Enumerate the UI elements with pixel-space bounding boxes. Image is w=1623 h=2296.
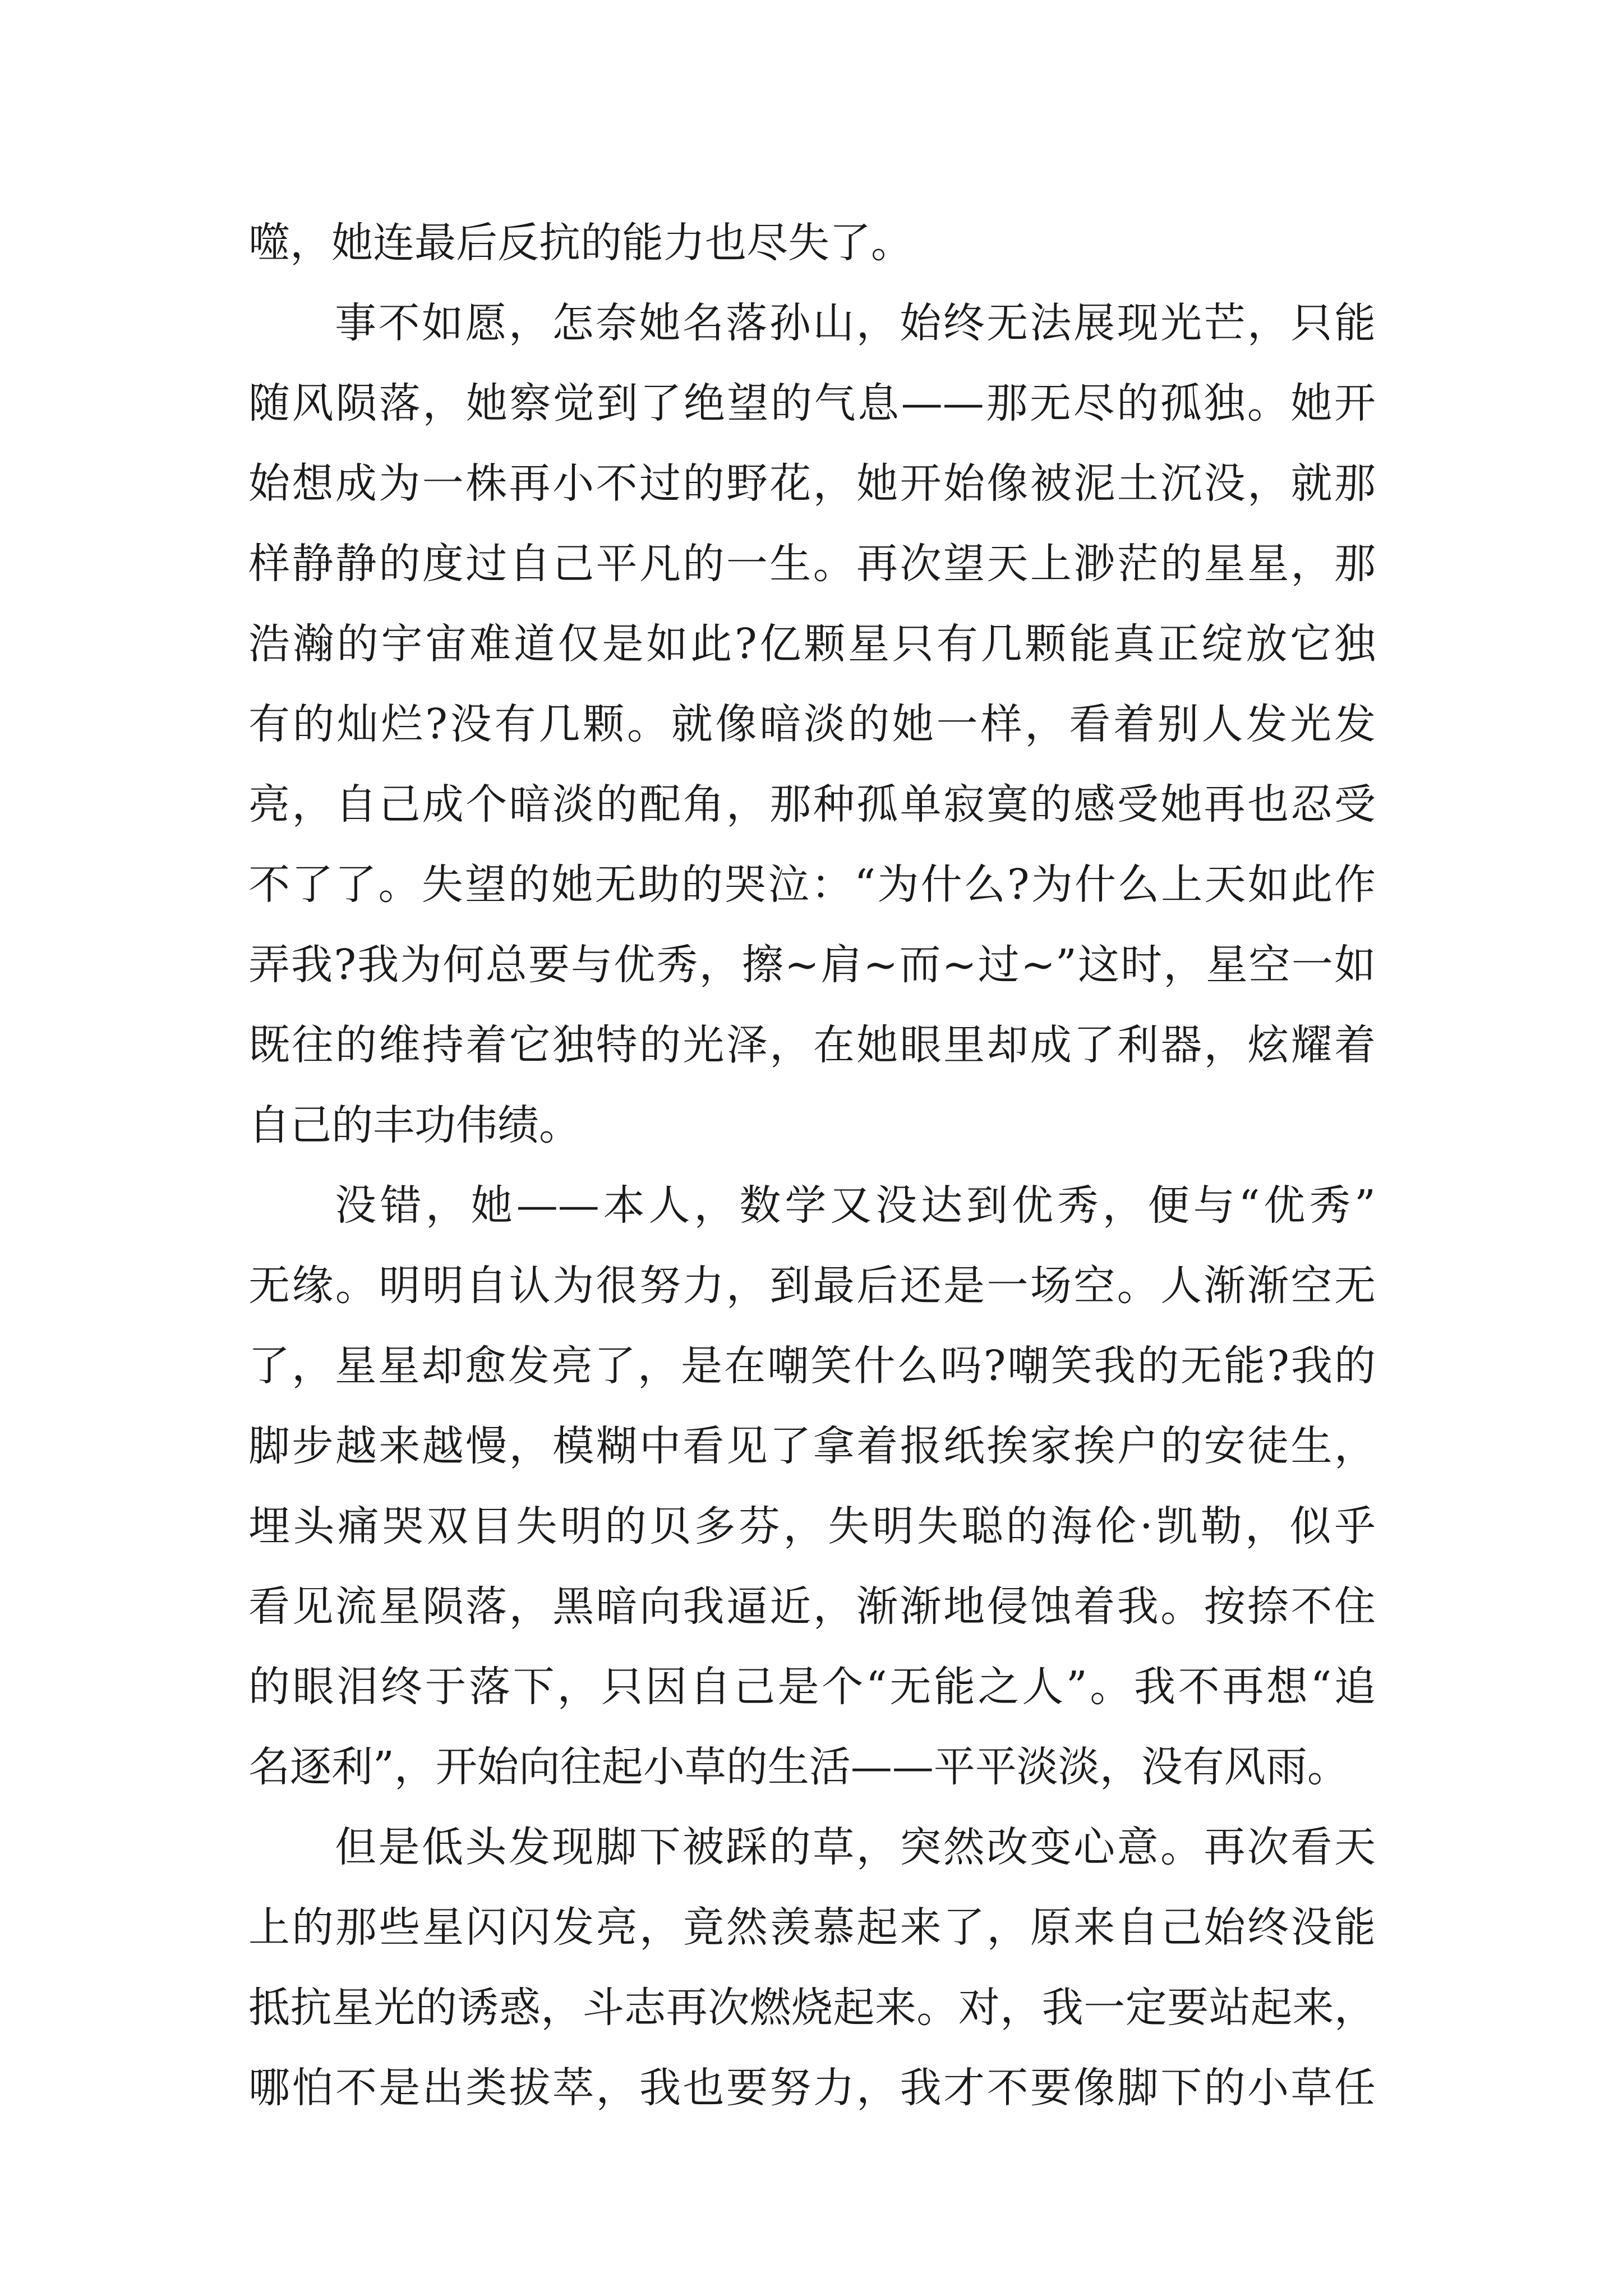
text-line: 没错，她——本人，数学又没达到优秀，便与“优秀” <box>335 1181 1376 1230</box>
text-line: 无缘。明明自认为很努力，到最后还是一场空。人渐渐空无 <box>248 1262 1376 1310</box>
text-line: 埋头痛哭双目失明的贝多芬，失明失聪的海伦·凯勒，似乎 <box>248 1502 1376 1550</box>
text-line: 的眼泪终于落下，只因自己是个“无能之人”。我不再想“追 <box>248 1663 1376 1711</box>
text-line: 亮，自己成个暗淡的配角，那种孤单寂寞的感受她再也忍受 <box>248 780 1376 829</box>
text-line: 浩瀚的宇宙难道仅是如此?亿颗星只有几颗能真正绽放它独 <box>248 620 1376 668</box>
text-line: 有的灿烂?没有几颗。就像暗淡的她一样，看着别人发光发 <box>248 700 1376 748</box>
text-line: 事不如愿，怎奈她名落孙山，始终无法展现光芒，只能 <box>335 299 1376 347</box>
text-line: 既往的维持着它独特的光泽，在她眼里却成了利器，炫耀着 <box>248 1021 1376 1069</box>
text-line: 始想成为一株再小不过的野花，她开始像被泥土沉没，就那 <box>248 459 1376 508</box>
text-line: 不了了。失望的她无助的哭泣：“为什么?为什么上天如此作 <box>248 861 1376 909</box>
text-line: 上的那些星闪闪发亮，竟然羡慕起来了，原来自己始终没能 <box>248 1903 1376 1952</box>
text-line: 看见流星陨落，黑暗向我逼近，渐渐地侵蚀着我。按捺不住 <box>248 1582 1376 1631</box>
text-line: 弄我?我为何总要与优秀，擦~肩~而~过~”这时，星空一如 <box>248 941 1376 989</box>
text-line: 样静静的度过自己平凡的一生。再次望天上渺茫的星星，那 <box>248 540 1376 588</box>
body-text <box>248 203 1376 2128</box>
text-line: 了，星星却愈发亮了，是在嘲笑什么吗?嘲笑我的无能?我的 <box>248 1342 1376 1390</box>
text-line: 脚步越来越慢，模糊中看见了拿着报纸挨家挨户的安徒生， <box>248 1422 1376 1470</box>
text-line: 自己的丰功伟绩。 <box>248 1101 580 1149</box>
text-line: 噬，她连最后反抗的能力也尽失了。 <box>248 219 912 267</box>
text-line: 抵抗星光的诱惑，斗志再次燃烧起来。对，我一定要站起来， <box>248 1984 1376 2032</box>
text-line: 名逐利”，开始向往起小草的生活——平平淡淡，没有风雨。 <box>248 1743 1349 1791</box>
text-line: 但是低头发现脚下被踩的草，突然改变心意。再次看天 <box>335 1823 1376 1871</box>
text-line: 随风陨落，她察觉到了绝望的气息——那无尽的孤独。她开 <box>248 379 1376 427</box>
text-line: 哪怕不是出类拔萃，我也要努力，我才不要像脚下的小草任 <box>248 2064 1376 2112</box>
